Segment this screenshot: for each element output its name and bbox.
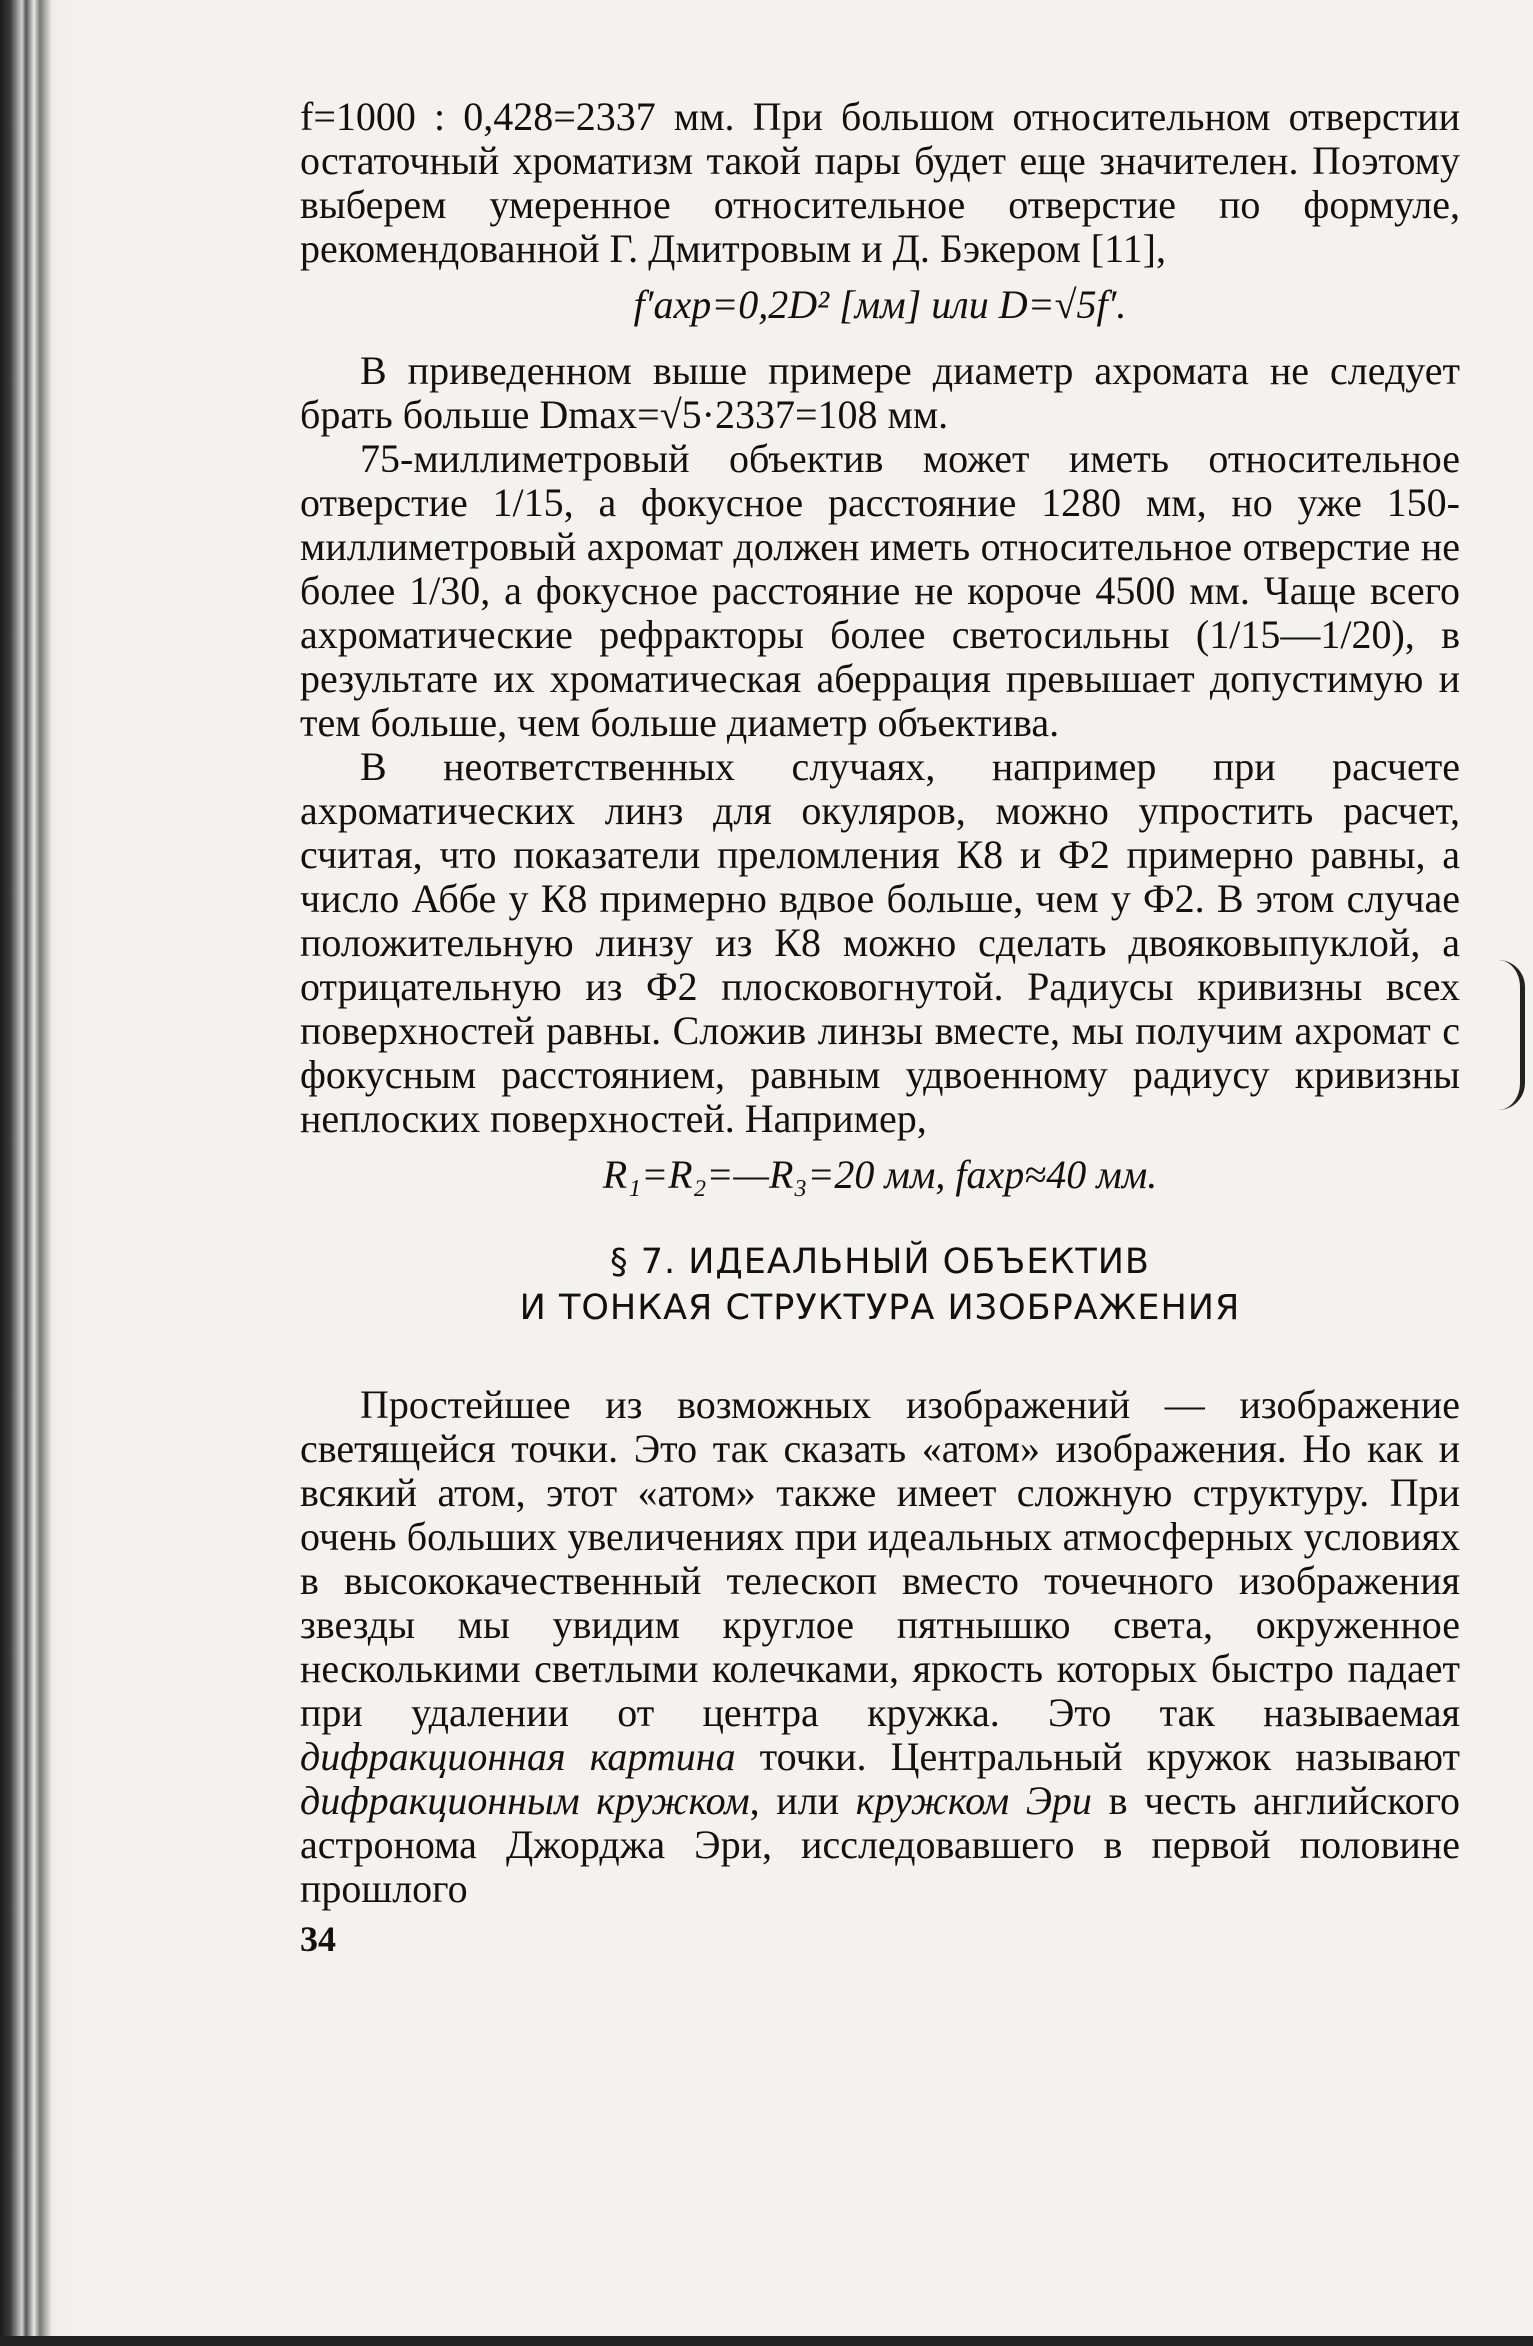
paragraph-1: f=1000 : 0,428=2337 мм. При большом относительном отверстии остаточный хроматизм такой пары будет еще значителен. Поэтому выберем умеренное относительное отверстие по формуле, рекомендованной Г. Дмитровым и Д. Бэкером [11], <box>300 94 1460 271</box>
paragraph-3: 75-миллиметровый объектив может иметь относительное отверстие 1/15, а фокусное расстояние 1280 мм, но уже 150-миллиметровый ахромат должен иметь относительное отверстие не более 1/30, а фокусное расстояние не короче 4500 мм. Чаще всего ахроматические рефракторы более светосильны (1/15—1/20), в результате их хроматическая аберрация превышает допустимую и тем больше, чем больше диаметр объектива. <box>300 436 1460 745</box>
paragraph-5 <box>300 1383 1460 1911</box>
term-diffraction-pattern: дифракционная картина <box>300 1734 736 1779</box>
page-edge-mark <box>1498 960 1525 1110</box>
term-airy-disk: кружком Эри <box>855 1778 1092 1823</box>
section-heading-line-2: И ТОНКАЯ СТРУКТУРА ИЗОБРАЖЕНИЯ <box>519 1288 1241 1328</box>
paragraph-4: В неответственных случаях, например при расчете ахроматических линз для окуляров, можно упростить расчет, считая, что показатели преломления К8 и Ф2 примерно равны, а число Аббе у К8 примерно вдвое больше, чем у Ф2. В этом случае положительную линзу из К8 можно сделать двояковыпуклой, а отрицательную из Ф2 плосковогнутой. Радиусы кривизны всех поверхностей равны. Сложив линзы вместе, мы получим ахромат с фокусным расстоянием, равным удвоенному радиусу кривизны неплоских поверхностей. Например, <box>300 744 1460 1141</box>
section-heading <box>300 1239 1460 1331</box>
paragraph-2: В приведенном выше примере диаметр ахромата не следует брать больше Dmax=√5·2337=108 мм. <box>300 348 1460 437</box>
paragraph-5-text-d: в честь английского астронома Джорджа Эри, исследовавшего в первой половине прошлого <box>300 1778 1461 1911</box>
page-number: 34 <box>300 1919 336 1959</box>
book-page <box>300 95 1460 1961</box>
paragraph-5-text-a: Простейшее из возможных изображений — изображение светящейся точки. Это так сказать «атом» изображения. Но как и всякий атом, этот «атом» также имеет сложную структуру. При очень больших увеличениях при идеальных атмосферных условиях в высококачественный телескоп вместо точечного изображения звезды мы увидим круглое пятнышко света, окруженное несколькими светлыми колечками, яркость которых быстро падает при удалении от центра кружка. Это так называемая <box>300 1382 1460 1735</box>
section-heading-line-1: § 7. ИДЕАЛЬНЫЙ ОБЪЕКТИВ <box>610 1242 1150 1282</box>
paragraph-5-text-c: , или <box>749 1778 856 1823</box>
paragraph-5-text-b: точки. Центральный кружок называют <box>735 1734 1460 1779</box>
formula-focal-length: f′ахр=0,2D² [мм] или D=√5f′. <box>633 282 1127 327</box>
formula-radii: R₁=R₂=—R₃=20 мм, fахр≈40 мм. <box>602 1152 1158 1197</box>
page-bottom-edge <box>0 2336 1533 2346</box>
term-diffraction-disk: дифракционным кружком <box>300 1778 750 1823</box>
book-binding-edge <box>0 0 75 2346</box>
